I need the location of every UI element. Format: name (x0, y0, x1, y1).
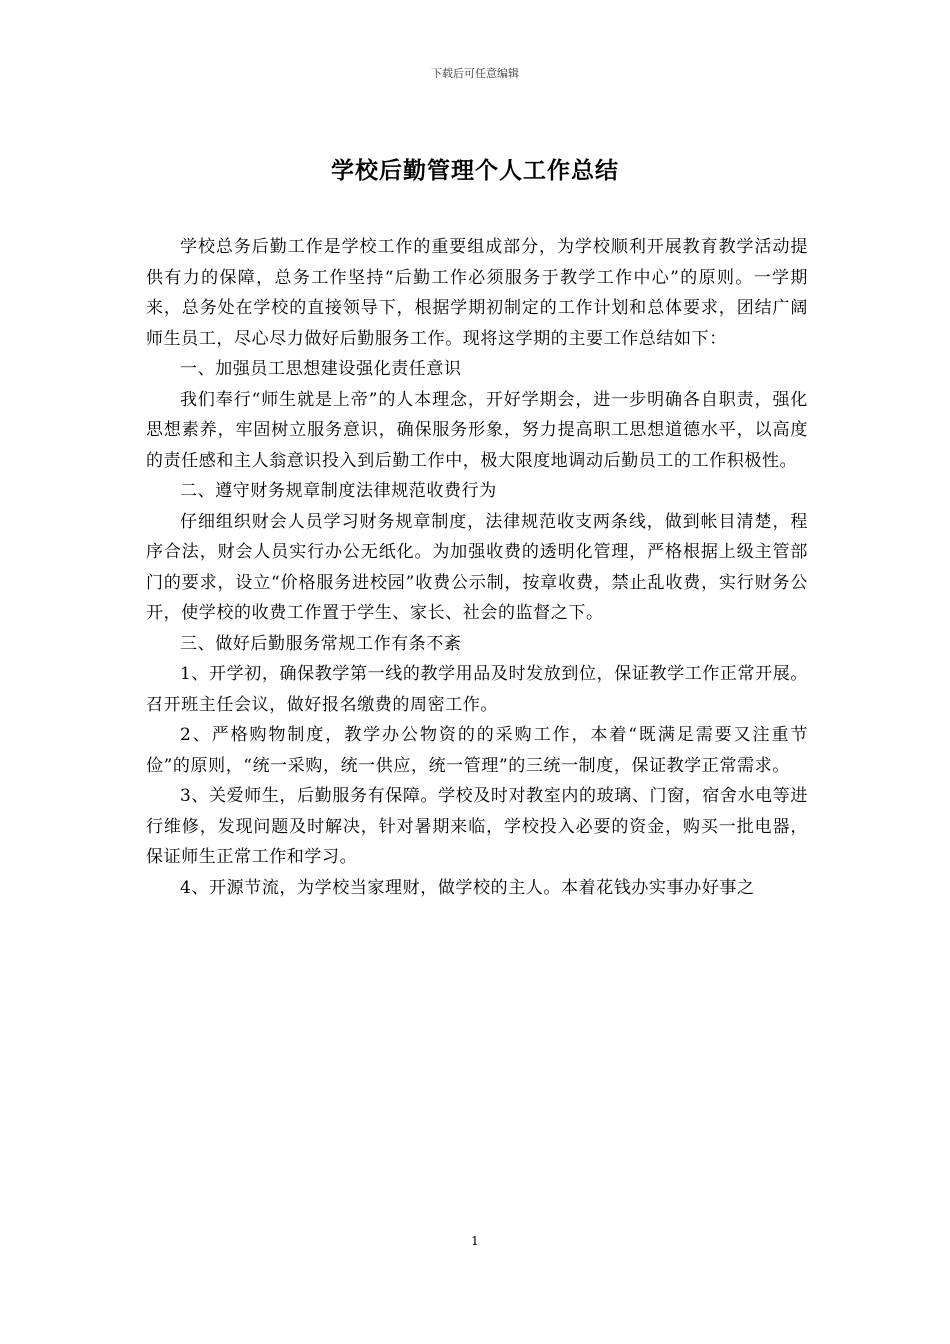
section-heading-1: 一、加强员工思想建设强化责任意识 (180, 359, 462, 379)
header-note: 下载后可任意编辑 (431, 67, 519, 80)
document-body (146, 232, 808, 903)
document-title: 学校后勤管理个人工作总结 (331, 158, 619, 184)
section-heading-2: 二、遵守财务规章制度法律规范收费行为 (180, 481, 497, 501)
page-number: 1 (471, 1234, 479, 1248)
list-item-4: 4、开源节流，为学校当家理财，做学校的主人。本着花钱办实事办好事之 (180, 877, 755, 898)
section-heading-3: 三、做好后勤服务常规工作有条不紊 (180, 633, 462, 654)
section-paragraph-2: 仔细组织财会人员学习财务规章制度，法律规范收支两条线，做到帐目清楚，程序合法，财会人员实行办公无纸化。为加强收费的透明化管理，严格根据上级主管部门的要求，设立“价格服务进校园”收费公示制，按章收费，禁止乱收费，实行财务公开，使学校的收费工作置于学生、家长、社会的监督之下。 (146, 511, 808, 623)
section-paragraph-1: 我们奉行“师生就是上帝”的人本理念，开好学期会，进一步明确各自职责，强化思想素养，牢固树立服务意识，确保服务形象，努力提高职工思想道德水平，以高度的责任感和主人翁意识投入到后勤工作中，极大限度地调动后勤员工的工作积极性。 (146, 389, 808, 471)
list-item-2: 2、严格购物制度，教学办公物资的的采购工作，本着“既满足需要又注重节俭”的原则，“统一采购，统一供应，统一管理”的三统一制度，保证教学正常需求。 (146, 725, 808, 776)
list-item-1: 1、开学初，确保教学第一线的教学用品及时发放到位，保证教学工作正常开展。召开班主任会议，做好报名缴费的周密工作。 (146, 664, 808, 715)
intro-paragraph: 学校总务后勤工作是学校工作的重要组成部分，为学校顺利开展教育教学活动提供有力的保障，总务工作坚持“后勤工作必须服务于教学工作中心”的原则。一学期来，总务处在学校的直接领导下，根据学期初制定的工作计划和总体要求，团结广阔师生员工，尽心尽力做好后勤服务工作。现将这学期的主要工作总结如下： (146, 237, 808, 349)
list-item-3: 3、关爱师生，后勤服务有保障。学校及时对教室内的玻璃、门窗，宿舍水电等进行维修，发现问题及时解决，针对暑期来临，学校投入必要的资金，购买一批电器，保证师生正常工作和学习。 (146, 786, 808, 867)
